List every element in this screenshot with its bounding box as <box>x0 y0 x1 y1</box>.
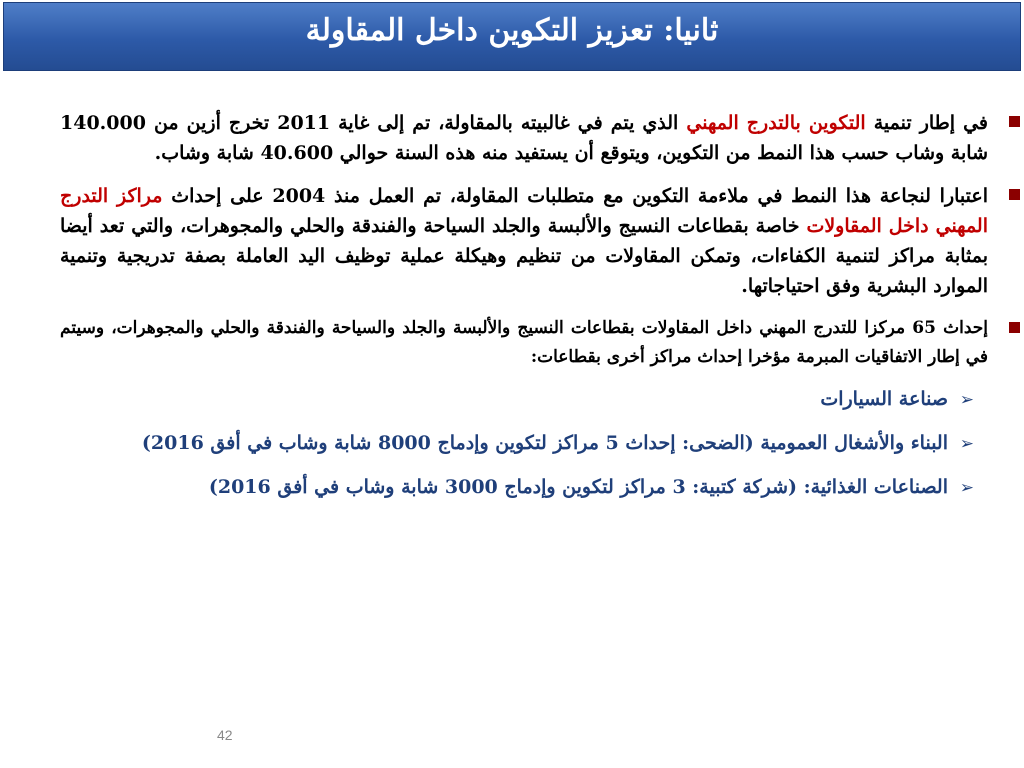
slide-content <box>60 108 988 502</box>
arrowhead-bullet-icon: ➢ <box>959 434 974 454</box>
sub-item-construction <box>60 428 974 458</box>
sub-item-text: صناعة السيارات <box>820 388 948 410</box>
bullet-text-post: خاصة بقطاعات النسيج والألبسة والجلد السياحة والفندقة والحلي والمجوهرات، والتي تعد أيضا بمثابة مراكز لتنمية الكفاءات، وتمكن المقاولات من تنظيم وهيكلة عملية توظيف اليد العاملة بصفة تدريجية وتنمية الموارد البشرية وفق احتياجاتها. <box>60 215 988 297</box>
sub-item-food-industry <box>60 472 974 502</box>
bullet-text-pre: اعتبارا لنجاعة هذا النمط في ملاءمة التكوين مع متطلبات المقاولة، تم العمل منذ 2004 على إحداث <box>162 185 988 207</box>
arrowhead-bullet-icon: ➢ <box>959 478 974 498</box>
bullet-text-post: الذي يتم في غالبيته بالمقاولة، تم إلى غاية 2011 تخرج أزين من 140.000 شابة وشاب حسب هذا النمط من التكوين، ويتوقع أن يستفيد منه هذه السنة حوالي 40.600 شابة وشاب. <box>60 112 988 164</box>
bullet-item-training <box>60 108 988 168</box>
bullet-item-centers <box>60 181 988 301</box>
sub-item-text: الصناعات الغذائية: (شركة كتبية: 3 مراكز لتكوين وإدماج 3000 شابة وشاب في أفق 2016) <box>208 476 948 498</box>
sub-item-automotive <box>60 384 974 414</box>
square-bullet-icon <box>1009 116 1020 127</box>
slide-title: ثانيا: تعزيز التكوين داخل المقاولة <box>305 13 719 48</box>
sub-item-text: البناء والأشغال العمومية (الضحى: إحداث 5 مراكز لتكوين وإدماج 8000 شابة وشاب في أفق 2016) <box>141 432 948 454</box>
square-bullet-icon <box>1009 322 1020 333</box>
arrowhead-bullet-icon: ➢ <box>959 390 974 410</box>
square-bullet-icon <box>1009 189 1020 200</box>
bullet-text-pre: في إطار تنمية <box>865 112 989 134</box>
bullet-text: إحداث 65 مركزا للتدرج المهني داخل المقاولات بقطاعات النسيج والألبسة والجلد والسياحة والفندقة والحلي والمجوهرات، وسيتم في إطار الاتفاقيات المبرمة مؤخرا إحداث مراكز أخرى بقطاعات: <box>60 318 988 367</box>
bullet-item-65-centers <box>60 314 988 372</box>
bullet-highlight: مراكز التدرج المهني داخل المقاولات <box>60 185 988 237</box>
title-bar <box>3 2 1021 71</box>
page-number: 42 <box>217 727 233 743</box>
bullet-highlight: التكوين بالتدرج المهني <box>686 112 866 134</box>
